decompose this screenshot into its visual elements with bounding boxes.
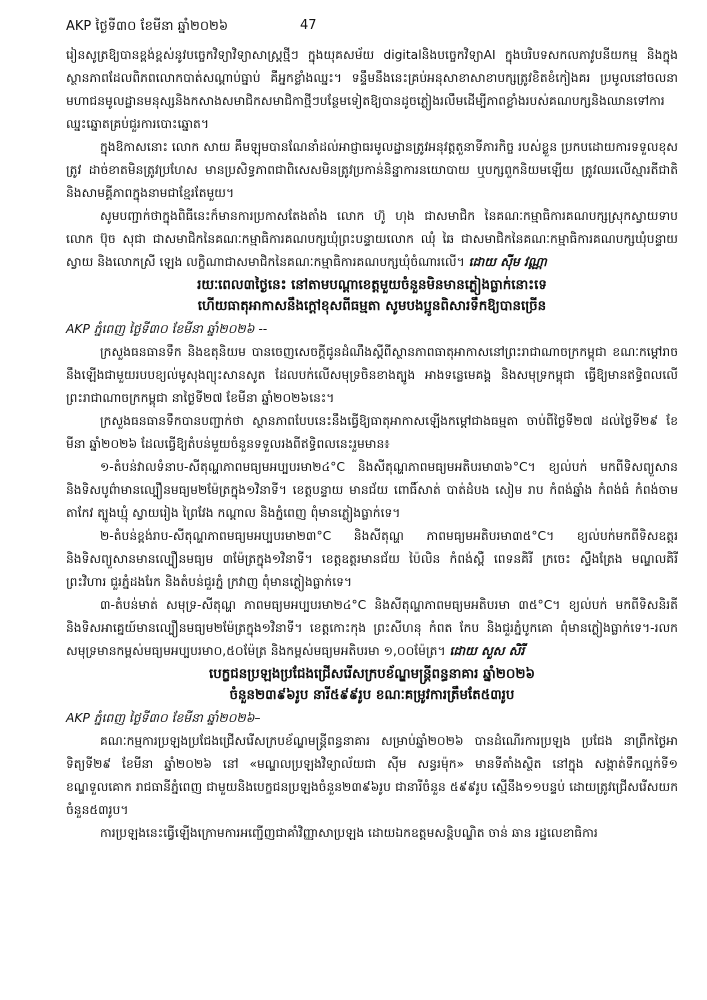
article3-paragraph: គណៈកម្មការប្រឡងប្រជែងជ្រើសរើសក្របខ័ណ្ឌមន្ត្រីពន្ធនាគារ សម្រាប់ឆ្នាំ២០២៦ បានដំណើរការប្រឡង ប្រជែង នាព្រឹកថ្ងៃអាទិត្យទី២៩ ខែមីនា ឆ្នាំ២០២៦ នៅ «មណ្ឌលប្រឡងវិទ្យាល័យជា ស៊ីម សន្ធរម៉ុក» មានទីតាំងស្ថិត នៅក្នុង សង្កាត់ទឹកល្អក់ទី១ ខណ្ឌទួលគោក រាជធានីភ្នំពេញ ជាមួយនិងបេក្ខជនប្រឡងចំនួន២៣៩៦រូប ជានារីចំនួន ៥៩៩រូប ស្មើនឹង១១បន្ទប់ ដោយត្រូវជ្រើសរើសយកចំនួន៥៣រូប។ xyxy=(66,734,678,817)
page-header xyxy=(66,18,676,38)
article2-point-3-text: ៣-តំបន់មាត់ សមុទ្រ-សីតុណ្ហ ភាពមធ្យមអប្បបរមា២៤°C និងសីតុណ្ហភាពមធ្យមអតិបរមា ៣៥°C។ ខ្យល់បក់ មកពីទិសនិរតី និងទិសអាគ្នេយ៍មានល្បឿនមធ្យម២ម៉ែត្រក្នុង១វិនាទី។ ខេត្តកោះកុង ព្រះសីហនុ កំពត កែប និងជួរភ្នំបូកគោ ពុំមានភ្លៀងធ្លាក់ទេ។-រលកសមុទ្រមានកម្ពស់មធ្យមអប្បបរមា០,៥០ម៉ែត្រ និងកម្ពស់មធ្យមអតិបរមា ១,០០ម៉ែត្រ។ xyxy=(66,598,678,658)
article3-headline-line2: ចំនួន២៣៩៦រូប នារី៥៩៩រូប ខណៈគម្រូវការត្រឹមតែ៥៣រូប xyxy=(229,688,515,703)
article1-paragraph-text: សូមបញ្ជាក់ថាក្នុងពិធីនេះក៏មានការប្រកាសតែងតាំង លោក ហ៊ូ ហុង ជាសមាជិក នៃគណៈកម្មាធិការគណបក្សស្រុកស្វាយទាប លោក ប៊ុច សុជា ជាសមាជិកនៃគណៈកម្មាធិការគណបក្សឃុំព្រះបន្ទាយលោក ឈុំ ឆៃ ជាសមាជិកនៃគណៈកម្មាធិការគណបក្សឃុំបន្ទាយស្វាយ និងលោកស្រី ឡេង លក្ខិណាជាសមាជិកនៃគណៈកម្មាធិការគណបក្សឃុំចំណារលើ។ xyxy=(66,209,678,269)
article2-point-3 xyxy=(66,594,678,663)
article1-byline: ដោយ ស៊ីម វណ្ណា xyxy=(468,255,547,269)
article2-paragraph: ក្រសួងធនធានទឹកបានបញ្ជាក់ថា ស្ថានភាពបែបនេះនឹងធ្វើឱ្យធាតុអាកាសឡើងកម្តៅជាងធម្មតា ចាប់ពីថ្ងៃទី២៧ ដល់ថ្ងៃទី២៩ ខែមីនា ឆ្នាំ២០២៦ ដែលធ្វើឱ្យតំបន់មួយចំនួនទទួលរងពីឥទ្ធិពលនេះរួមមាន៖ xyxy=(66,414,678,451)
article3-paragraph: ការប្រឡងនេះធ្វើឡើងក្រោមការអញ្ជើញជាគាំវិញ្ញាសាប្រឡង ដោយឯកឧត្តមសន្តិបណ្ឌិត ចាន់ ឆាន រដ្ឋលេខាធិការ xyxy=(100,826,598,840)
page-content xyxy=(66,44,678,845)
header-date: AKP ថ្ងៃទី៣០ ខែមីនា ឆ្នាំ២០២៦ xyxy=(66,19,229,34)
article2-point-2: ២-តំបន់ខ្ពង់រាប-សីតុណ្ហភាពមធ្យមអប្បបរមា២៣°C និងសីតុណ្ហ ភាពមធ្យមអតិបរមា៣៥°C។ ខ្យល់បក់មកពីទិសឧត្តរ និងទិសព្យួសានមានល្បឿនមធ្យម ៣ម៉ែត្រក្នុង១វិនាទី។ ខេត្តឧត្តរមានជ័យ ប៉ៃលិន កំពង់ស្ពឺ ពេទនគិរី ក្រចេះ ស្ទឹងត្រែង មណ្ឌលគិរី ព្រះវិហារ ជួរភ្នំដងរែក និងតំបន់ជួរភ្នំ ក្រវាញ ពុំមានភ្លៀងធ្លាក់ទេ។ xyxy=(66,529,678,589)
article3-dateline: AKP ភ្នំពេញ ថ្ងៃទី៣០ ខែមីនា ឆ្នាំ២០២៦– xyxy=(66,711,261,725)
article2-point-1: ១-តំបន់វាលទំនាប-សីតុណ្ហភាពមធ្យមអប្បបរមា២៤°C និងសីតុណ្ហភាពមធ្យមអតិបរមា៣៦°C។ ខ្យល់បក់ មកពីទិសព្យួសាន និងទិសបូព៌ាមានល្បឿនមធ្យម២ម៉ែត្រក្នុង១វិនាទី។ ខេត្តបន្ទាយ មានជ័យ ពោធិ៍សាត់ បាត់ដំបង សៀម រាប កំពង់ឆ្នាំង កំពង់ធំ កំពង់ចាម តាកែវ ត្បូងឃ្មុំ ស្វាយរៀង ព្រៃវែង កណ្តាល និងភ្នំពេញ ពុំមានភ្លៀងធ្លាក់ទេ។ xyxy=(66,460,678,520)
article2-headline-line2: ហើយធាតុអាកាសនឹងក្តៅខុសពីធម្មតា សូមបងប្អូនពិសារទឹកឱ្យបានច្រើន xyxy=(197,299,547,314)
article2-headline-line1: រយៈពេល៣ថ្ងៃនេះ នៅតាមបណ្តាខេត្តមួយចំនួនមិនមានភ្លៀងធ្លាក់នោះទេ xyxy=(197,278,547,293)
article2-paragraph: ក្រសួងធនធានទឹក និងឧតុនិយម បានចេញសេចក្តីជូនដំណឹងស្តីពីស្ថានភាពធាតុអាកាសនៅព្រះរាជាណាចក្រកម្ពុជា ខណៈកម្តៅរាចនឹងឡើងជាមួយរបបខ្យល់មូសុងព្យុះសានសូត ដែលបក់លើសមុទ្រចិនខាងត្បូង អាងទន្លេមេគង្គ និងសមុទ្រកម្ពុជា ធ្វើឱ្យមានឥទ្ធិពលលើព្រះរាជាណាចក្រកម្ពុជា នាថ្ងៃទី២៧ ខែមីនា ឆ្នាំ២០២៦នេះ។ xyxy=(66,345,678,405)
article3-headline xyxy=(66,664,678,706)
article1-continuation: រៀនសូត្រឱ្យបានខ្ពង់ខ្ពស់នូវបច្ចេកវិទ្យាវិទ្យាសាស្ត្រថ្មីៗ ក្នុងយុគសម័យ digitalនិងបច្ចេកវិទ្យាAI ក្នុងបរិបទសកលភាវូបនីយកម្ម និងក្នុងស្ថានភាពដែលពិភពលោកបាត់សណ្តាប់ធ្នាប់ គឺអ្នកខ្លាំងឈ្នះ។ ទន្ទឹមនឹងនេះគ្រប់អនុសាខាសាខាបក្សត្រូវខិតខំកៀងគរ ប្រមូលនៅចលនាមហាជនមូលដ្ឋានមនុស្សនិងកសាងសមាជិកសមាជិកាថ្មីៗបន្ថែមទៀតឱ្យបានដូចភ្លៀងរលឹមដើម្បីភាពខ្លាំងរបស់គណបក្សនិងឈានទៅការឈ្នះឆ្នោតគ្រប់ជួរការបោះឆ្នោត។ xyxy=(66,48,678,131)
page-number: 47 xyxy=(300,18,317,33)
article2-dateline: AKP ភ្នំពេញ ថ្ងៃទី៣០ ខែមីនា ឆ្នាំ២០២៦ -- xyxy=(66,322,268,336)
article1-paragraph: ក្នុងឱកាសនោះ លោក សាយ គឹមឡុមបានណែនាំដល់អាជ្ញាធរមូលដ្ឋានត្រូវអនុវត្តតួនាទីភារកិច្ច របស់ខ្លួន ប្រកបដោយការទទួលខុសត្រូវ ដាច់ខាតមិនត្រូវប្រហែស មានប្រសិទ្ធភាពជាពិសេសមិនត្រូវប្រកាន់និន្នាការនយោបាយ ឬបក្សពួកនិយមឡើយ ត្រូវឈរលើស្មារតីជាតិនិងសាមគ្គីភាពក្នុងនាមជាខ្មែរតែមួយ។ xyxy=(66,140,678,200)
article2-byline: ដោយ សួស សិរី xyxy=(449,644,525,658)
article3-headline-line1: បេក្ខជនប្រឡងប្រជែងជ្រើសរើសក្របខ័ណ្ឌមន្ត្រីពន្ធនាគារ ឆ្នាំ២០២៦ xyxy=(208,667,536,682)
article1-paragraph xyxy=(66,205,678,274)
article2-headline xyxy=(66,275,678,317)
